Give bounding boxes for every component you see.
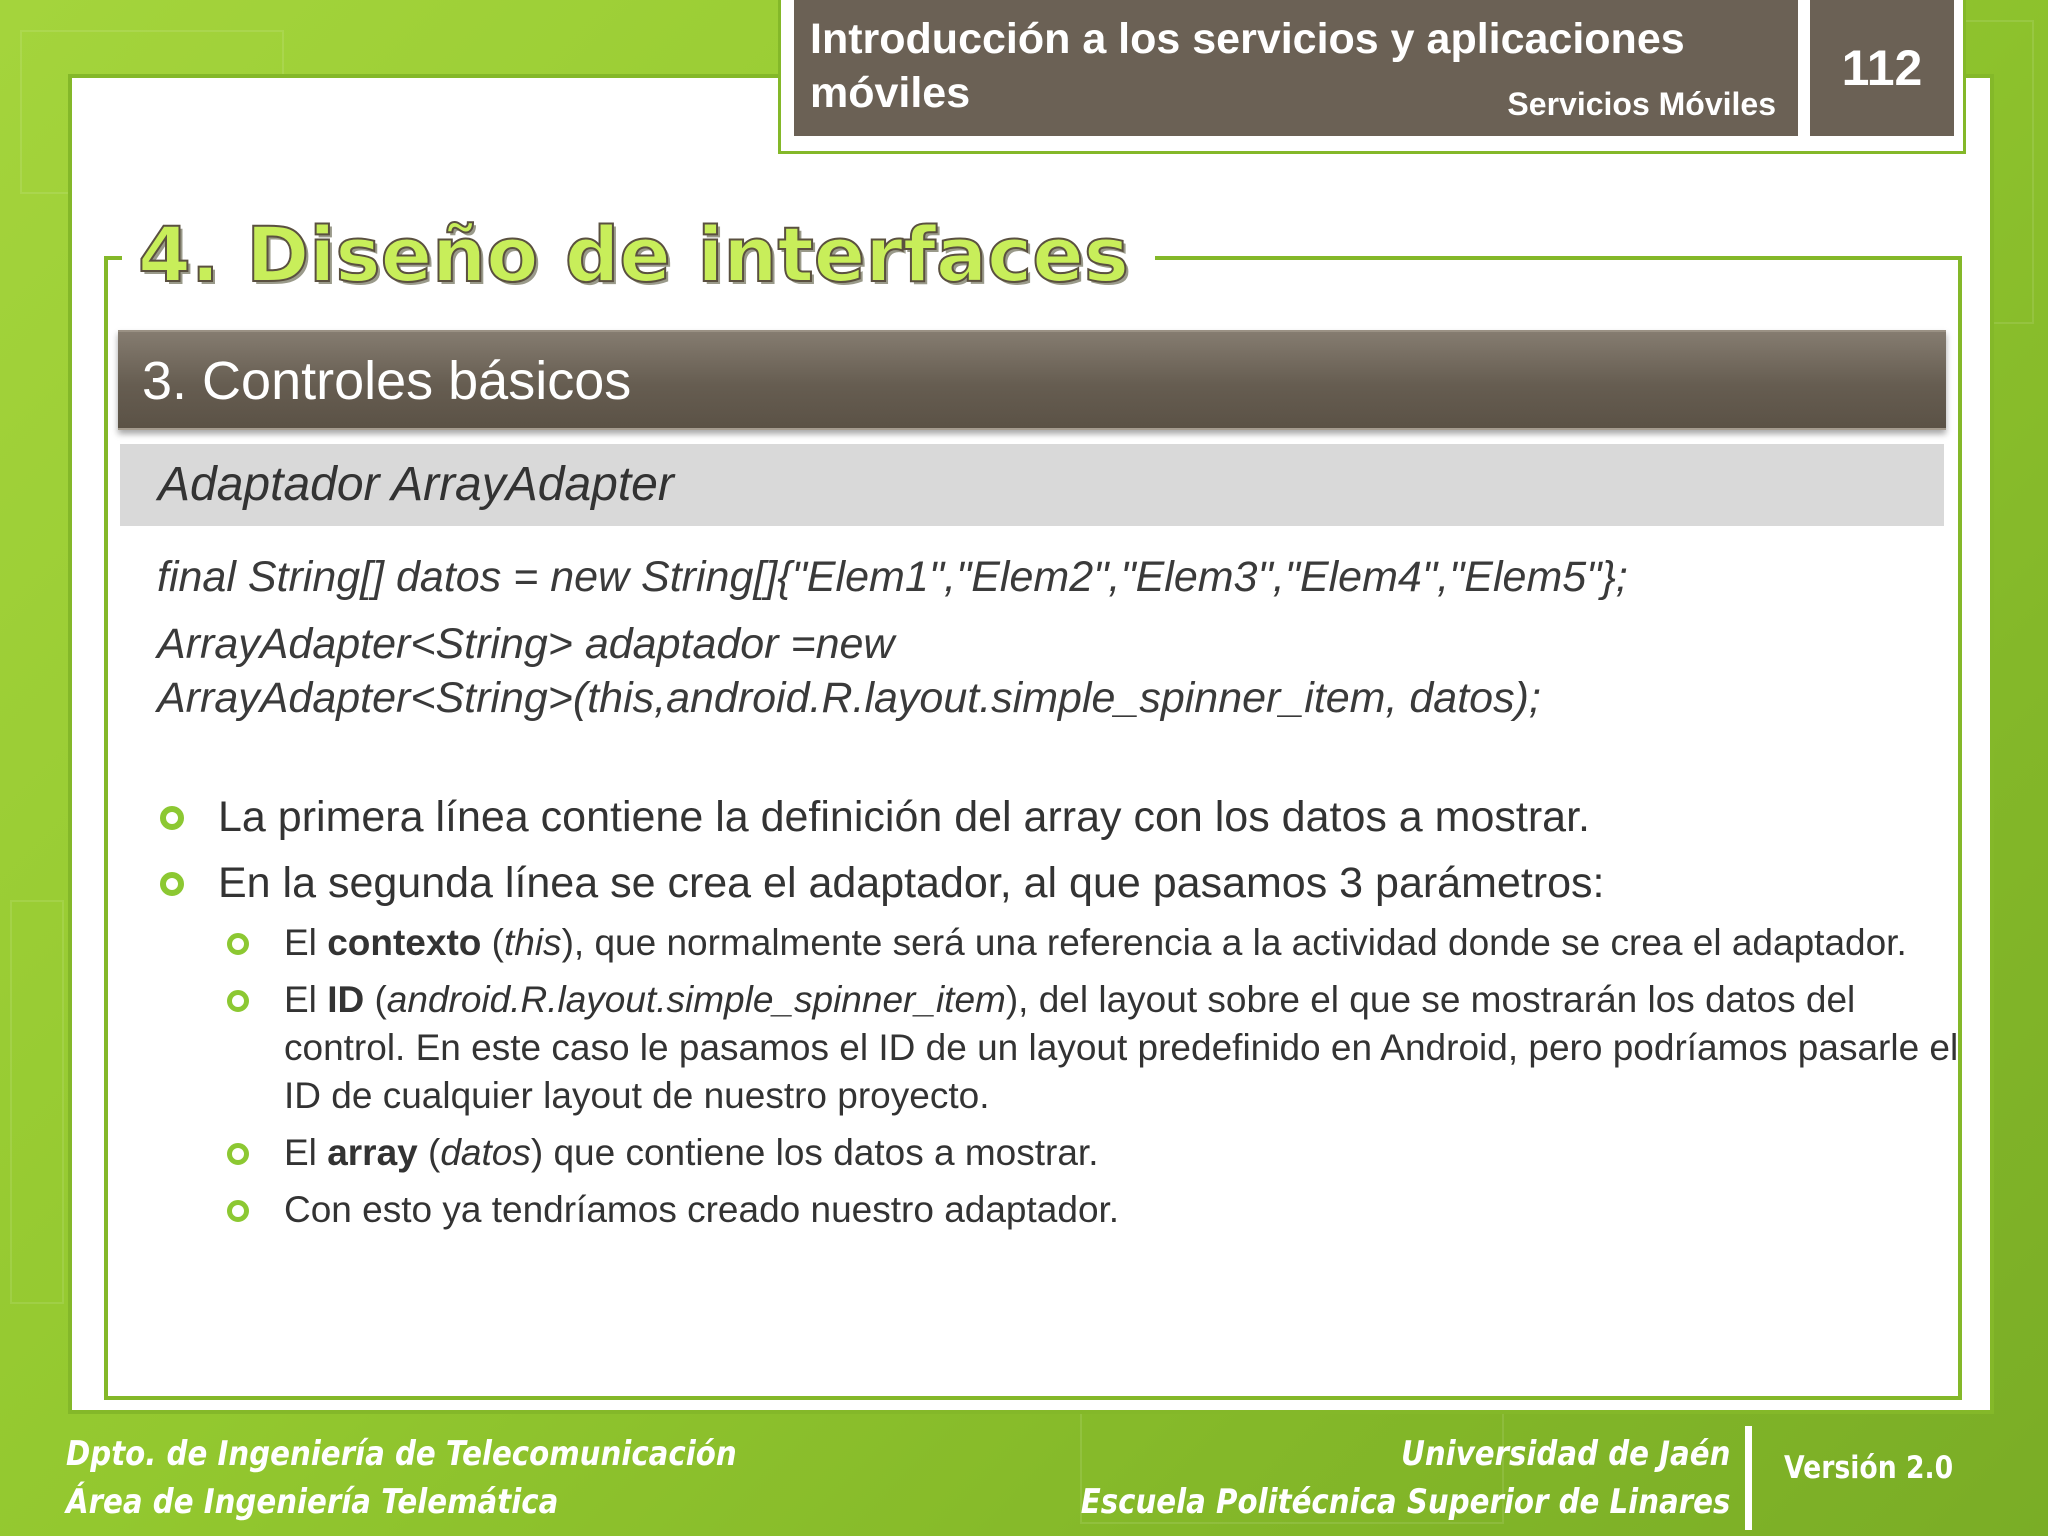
list-item — [284, 1129, 1964, 1177]
footer-version: Versión 2.0 — [1784, 1450, 1954, 1486]
footer-department — [66, 1430, 737, 1526]
sub-item-mid: ( — [364, 979, 387, 1020]
sub-item-pre: El — [284, 1132, 328, 1173]
bullet-icon — [227, 1200, 249, 1222]
subsection-title: Adaptador ArrayAdapter — [158, 458, 674, 511]
sub-item-bold: array — [327, 1132, 418, 1173]
sub-item-italic: this — [503, 922, 562, 963]
course-title: Introducción a los servicios y aplicaciones móviles — [810, 15, 1685, 117]
sub-item-bold: contexto — [327, 922, 482, 963]
footer-institution — [1080, 1430, 1730, 1526]
sub-item-italic: datos — [440, 1132, 531, 1173]
page-number: 112 — [1810, 0, 1954, 136]
code-line-2: ArrayAdapter<String> adaptador =new — [157, 620, 895, 668]
bullet-icon — [160, 872, 184, 896]
bullet-icon — [227, 1143, 249, 1165]
footer-dept: Dpto. de Ingeniería de Telecomunicación — [66, 1434, 737, 1474]
sub-item-bold: ID — [327, 979, 365, 1020]
code-line-3: ArrayAdapter<String>(this,android.R.layout.simple_spinner_item, datos); — [157, 674, 1541, 722]
subsection-bar — [120, 444, 1944, 526]
sub-item-post: ), que normalmente será una referencia a la actividad donde se crea el adaptador. — [561, 922, 1907, 963]
footer-area: Área de Ingeniería Telemática — [66, 1482, 559, 1522]
footer-university: Universidad de Jaén — [1400, 1434, 1730, 1474]
sub-bullet-list — [284, 919, 1964, 1243]
sub-item-mid: ( — [481, 922, 504, 963]
bullet-icon — [227, 933, 249, 955]
sub-item-mid: ( — [417, 1132, 441, 1173]
list-item — [284, 919, 1964, 967]
bullet-icon — [160, 806, 184, 830]
sub-item-text: Con esto ya tendríamos creado nuestro adaptador. — [284, 1189, 1120, 1230]
list-item — [284, 976, 1964, 1120]
bullet-list — [218, 784, 1958, 916]
list-item — [284, 1186, 1964, 1234]
code-line-1: final String[] datos = new String[]{"Elem1","Elem2","Elem3","Elem4","Elem5"}; — [157, 553, 1628, 601]
slide-title: 4. Diseño de interfaces — [122, 205, 1155, 305]
sub-item-pre: El — [284, 979, 328, 1020]
bullet-icon — [227, 990, 249, 1012]
section-title: 3. Controles básicos — [142, 351, 632, 411]
section-bar — [118, 330, 1946, 430]
header-box — [794, 0, 1798, 136]
list-item — [218, 850, 1958, 916]
footer-school: Escuela Politécnica Superior de Linares — [1080, 1482, 1730, 1522]
background-decoration — [10, 900, 64, 1304]
sub-item-post: ) que contiene los datos a mostrar. — [530, 1132, 1099, 1173]
sub-item-pre: El — [284, 922, 328, 963]
list-item-text: La primera línea contiene la definición del array con los datos a mostrar. — [218, 793, 1590, 841]
sub-item-italic: android.R.layout.simple_spinner_item — [386, 979, 1006, 1020]
footer-divider — [1745, 1426, 1752, 1530]
list-item — [218, 784, 1958, 850]
sub-item-post: ), del layout sobre el que se mostrarán los datos del control. En este caso le pasamos el ID de un layout predefinido en Android, pero podríamos pasarle el ID de cualquier layout de nuestro proyecto. — [284, 979, 1959, 1116]
list-item-text: En la segunda línea se crea el adaptador, al que pasamos 3 parámetros: — [218, 859, 1605, 907]
course-subtitle: Servicios Móviles — [1507, 86, 1776, 122]
